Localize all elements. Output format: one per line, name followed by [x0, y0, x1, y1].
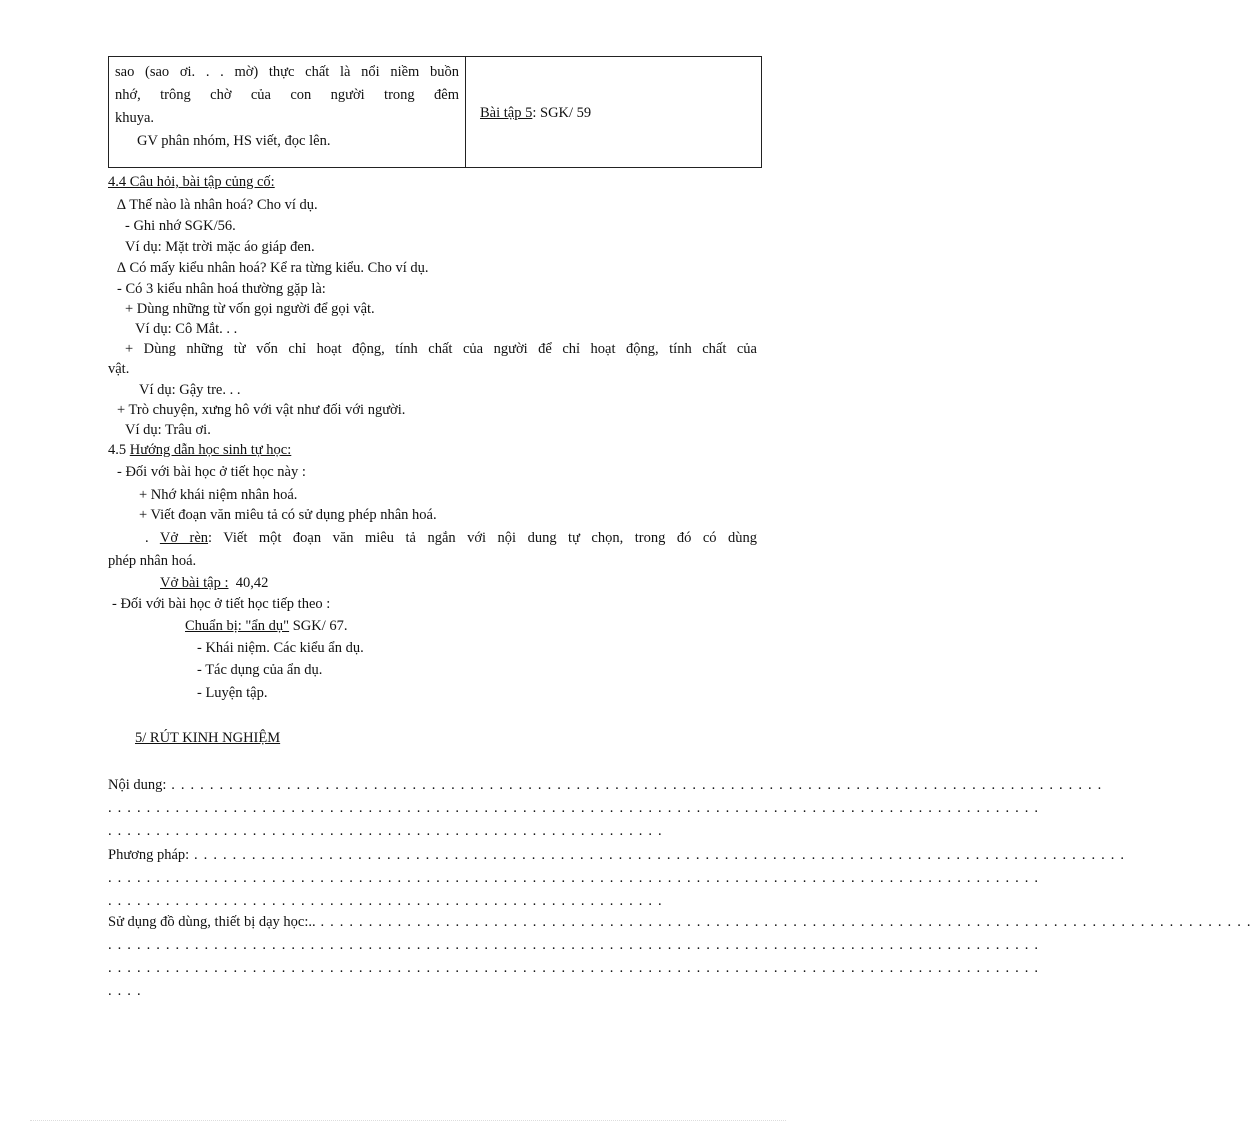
section-5-heading: 5/ RÚT KINH NGHIỆM	[135, 730, 281, 746]
phuong-phap-dots: . . . . . . . . . . . . . . . . . . . . . . . . . . . . . . . . . . . . . . . . . . . . . . . . . . . . . . . . . . . . . . . . . . . . . . . . . . . . . . . . . . . . . . . . . . . . . . . . .	[194, 847, 1126, 863]
exercise-ref	[480, 105, 591, 122]
vo-ren-label: Vở rèn	[159, 530, 209, 546]
current-lesson-line: - Đối với bài học ở tiết học này :	[117, 464, 306, 480]
table-left-line-1: sao (sao ơi. . . mờ) thực chất là nổi niềm buồn	[115, 64, 459, 80]
noi-dung-dots: . . . . . . . . . . . . . . . . . . . . . . . . . . . . . . . . . . . . . . . . . . . . . . . . . . . . . . . . . . . . . . . . . . . . . . . . . . . . . . . . . . . . . . . . . . . . . . . . .	[171, 777, 1103, 793]
table-left-indent: GV phân nhóm, HS viết, đọc lên.	[137, 133, 331, 149]
su-dung-dots: . . . . . . . . . . . . . . . . . . . . . . . . . . . . . . . . . . . . . . . . . . . . . . . . . . . . . . . . . . . . . . . . . . . . . . . . . . . . . . . . . . . . . . . . . . . . . . . . .	[320, 914, 1252, 930]
phuong-phap-dots-3: . . . . . . . . . . . . . . . . . . . . . . . . . . . . . . . . . . . . . . . . . . . . . . . . . . . . . . . . . .	[108, 893, 663, 909]
example-1: Ví dụ: Mặt trời mặc áo giáp đen.	[125, 239, 315, 255]
question-1: ∆ Thế nào là nhân hoá? Cho ví dụ.	[117, 197, 318, 213]
noi-dung-dots-3: . . . . . . . . . . . . . . . . . . . . . . . . . . . . . . . . . . . . . . . . . . . . . . . . . . . . . . . . . .	[108, 823, 663, 839]
vo-ren-line	[145, 528, 757, 548]
noi-dung-label: Nội dung:	[108, 777, 167, 793]
answer-1: - Ghi nhớ SGK/56.	[125, 218, 236, 234]
kind-2-line-1: + Dùng những từ vốn chỉ hoạt động, tính chất của người để chỉ hoạt động, tính chất của	[125, 341, 757, 357]
phuong-phap-label: Phương pháp:	[108, 847, 190, 863]
answer-2: - Có 3 kiểu nhân hoá thường gặp là:	[117, 281, 326, 297]
su-dung-dots-4: . . . .	[108, 983, 142, 999]
section-4-5-title: Hướng dẫn học sinh tự học:	[129, 442, 292, 458]
section-4-5-prefix: 4.5	[108, 442, 130, 458]
section-4-5-heading	[108, 440, 291, 460]
exercise-rest: : SGK/ 59	[532, 105, 592, 121]
vo-ren-prefix: .	[145, 530, 160, 546]
vo-ren-rest: : Viết một đoạn văn miêu tả ngắn với nội dung tự chọn, trong đó có dùng	[208, 530, 757, 546]
prepare-rest: SGK/ 67.	[289, 618, 348, 634]
lesson-table	[108, 56, 762, 168]
question-2: ∆ Có mấy kiểu nhân hoá? Kể ra từng kiểu. Cho ví dụ.	[117, 260, 429, 276]
table-cell-left	[109, 57, 466, 167]
phuong-phap-line	[108, 845, 1126, 865]
kind-3-example: Ví dụ: Trâu ơi.	[125, 422, 211, 438]
kind-3: + Trò chuyện, xưng hô với vật như đối với người.	[117, 402, 406, 418]
page-bottom-divider	[30, 1120, 786, 1121]
current-lesson-item-1: + Nhớ khái niệm nhân hoá.	[139, 487, 298, 503]
su-dung-dots-2: . . . . . . . . . . . . . . . . . . . . . . . . . . . . . . . . . . . . . . . . . . . . . . . . . . . . . . . . . . . . . . . . . . . . . . . . . . . . . . . . . . . . . . . . . . . . . . . . .	[108, 937, 1040, 953]
table-left-line-2: nhớ, trông chờ của con người trong đêm	[115, 87, 459, 103]
section-4-4-heading: 4.4 Câu hỏi, bài tập củng cố:	[108, 174, 275, 190]
kind-1: + Dùng những từ vốn gọi người để gọi vật.	[125, 301, 375, 317]
prepare-item-2: - Tác dụng của ẩn dụ.	[197, 662, 323, 678]
kind-1-example: Ví dụ: Cô Mắt. . .	[135, 321, 238, 337]
su-dung-label: Sử dụng đồ dùng, thiết bị dạy học:..	[108, 914, 316, 930]
vo-ren-cont: phép nhân hoá.	[108, 553, 197, 569]
noi-dung-line	[108, 775, 1103, 795]
current-lesson-item-2: + Viết đoạn văn miêu tả có sử dụng phép nhân hoá.	[139, 507, 437, 523]
kind-2-example: Ví dụ: Gậy tre. . .	[139, 382, 241, 398]
su-dung-line	[108, 912, 1252, 932]
su-dung-dots-3: . . . . . . . . . . . . . . . . . . . . . . . . . . . . . . . . . . . . . . . . . . . . . . . . . . . . . . . . . . . . . . . . . . . . . . . . . . . . . . . . . . . . . . . . . . . . . . . . .	[108, 960, 1040, 976]
table-left-line-3: khuya.	[115, 110, 155, 126]
prepare-item-3: - Luyện tập.	[197, 685, 268, 701]
prepare-label: Chuẩn bị: "ẩn dụ"	[185, 618, 290, 634]
phuong-phap-dots-2: . . . . . . . . . . . . . . . . . . . . . . . . . . . . . . . . . . . . . . . . . . . . . . . . . . . . . . . . . . . . . . . . . . . . . . . . . . . . . . . . . . . . . . . . . . . . . . . . .	[108, 870, 1040, 886]
prepare-item-1: - Khái niệm. Các kiểu ẩn dụ.	[197, 640, 364, 656]
vo-bai-tap-label: Vở bài tập :	[160, 575, 229, 591]
exercise-label: Bài tập 5	[480, 105, 533, 121]
vo-bai-tap-pages: 40,42	[235, 575, 269, 591]
table-cell-right	[466, 57, 761, 167]
prepare-line	[185, 616, 348, 636]
noi-dung-dots-2: . . . . . . . . . . . . . . . . . . . . . . . . . . . . . . . . . . . . . . . . . . . . . . . . . . . . . . . . . . . . . . . . . . . . . . . . . . . . . . . . . . . . . . . . . . . . . . . . .	[108, 800, 1040, 816]
next-lesson-line: - Đối với bài học ở tiết học tiếp theo :	[112, 596, 331, 612]
kind-2-line-2: vật.	[108, 361, 130, 377]
vo-bai-tap-line	[160, 573, 268, 593]
